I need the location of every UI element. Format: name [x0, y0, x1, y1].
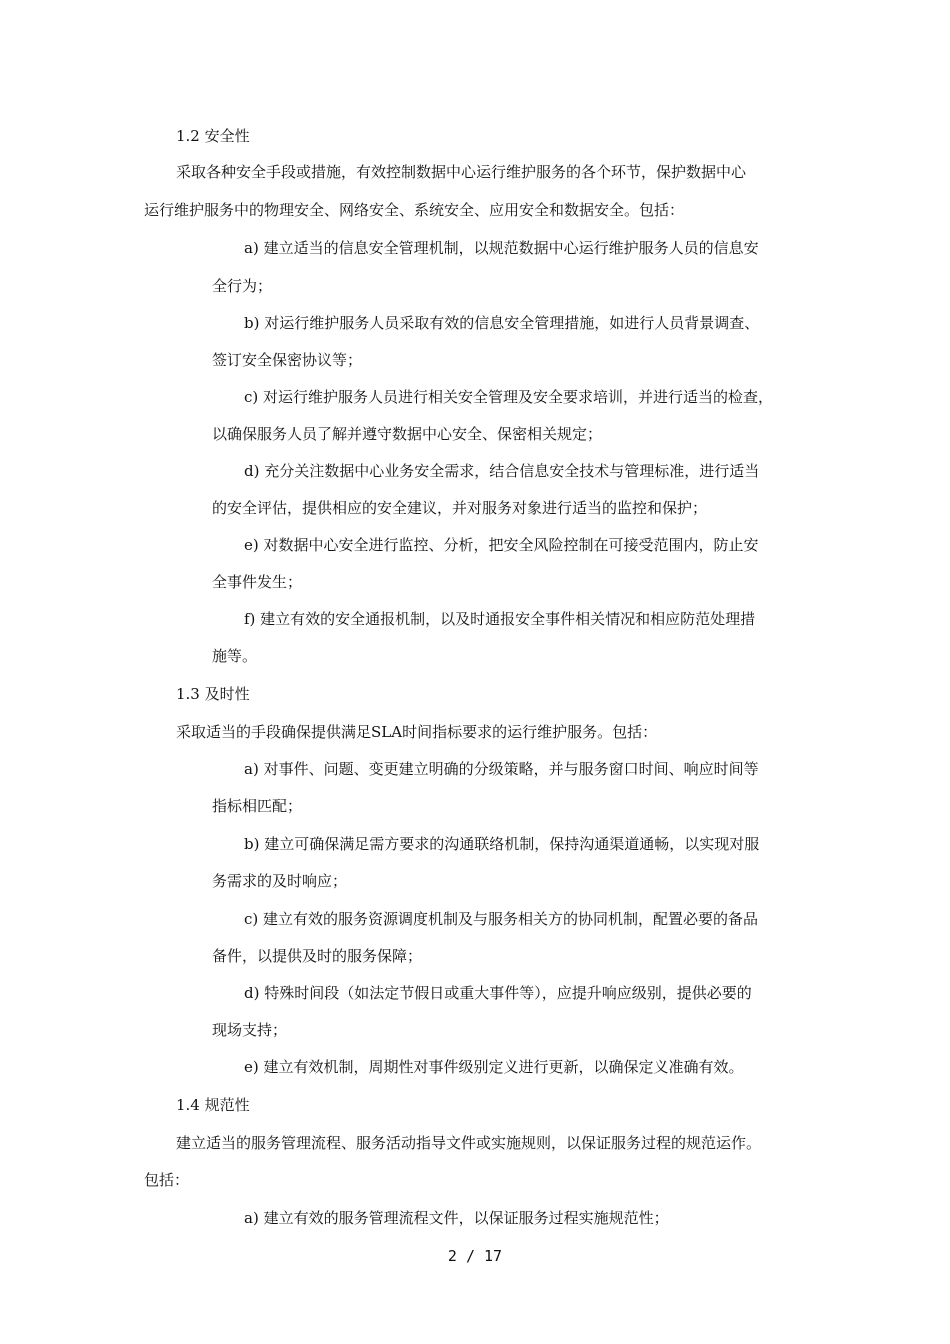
paragraph-line: 建立适当的服务管理流程、服务活动指导文件或实施规则，以保证服务过程的规范运作。 — [176, 1134, 762, 1152]
list-item-line: 全行为； — [212, 277, 273, 295]
list-item-line: e) 对数据中心安全进行监控、分析，把安全风险控制在可接受范围内，防止安 — [244, 536, 759, 554]
list-item-line: 签订安全保密协议等； — [212, 351, 363, 369]
list-item-line: d) 充分关注数据中心业务安全需求，结合信息安全技术与管理标准，进行适当 — [244, 462, 760, 480]
paragraph-line: 采取适当的手段确保提供满足SLA时间指标要求的运行维护服务。包括： — [176, 723, 658, 741]
list-item-line: 全事件发生； — [212, 573, 303, 591]
list-item-line: a) 建立有效的服务管理流程文件，以保证服务过程实施规范性； — [244, 1209, 669, 1227]
list-item-line: f) 建立有效的安全通报机制，以及时通报安全事件相关情况和相应防范处理措 — [244, 610, 756, 628]
section-heading-security: 1.2 安全性 — [176, 127, 250, 145]
page-number: 2 / 17 — [447, 1247, 503, 1265]
paragraph-line: 运行维护服务中的物理安全、网络安全、系统安全、应用安全和数据安全。包括： — [144, 201, 685, 219]
paragraph-line: 采取各种安全手段或措施，有效控制数据中心运行维护服务的各个环节，保护数据中心 — [176, 163, 747, 181]
list-item-line: b) 对运行维护服务人员采取有效的信息安全管理措施，如进行人员背景调查、 — [244, 314, 760, 332]
list-item-line: a) 对事件、问题、变更建立明确的分级策略，并与服务窗口时间、响应时间等 — [244, 760, 759, 778]
list-item-line: 的安全评估，提供相应的安全建议，并对服务对象进行适当的监控和保护； — [212, 499, 708, 517]
list-item-line: d) 特殊时间段（如法定节假日或重大事件等），应提升响应级别，提供必要的 — [244, 984, 752, 1002]
list-item-line: c) 对运行维护服务人员进行相关安全管理及安全要求培训，并进行适当的检查， — [244, 388, 774, 406]
section-heading-standardization: 1.4 规范性 — [176, 1096, 250, 1114]
list-item-line: c) 建立有效的服务资源调度机制及与服务相关方的协同机制，配置必要的备品 — [244, 910, 759, 928]
list-item-line: 施等。 — [212, 647, 258, 665]
list-item-line: 务需求的及时响应； — [212, 872, 348, 890]
list-item-line: e) 建立有效机制，周期性对事件级别定义进行更新，以确保定义准确有效。 — [244, 1058, 744, 1076]
list-item-line: 现场支持； — [212, 1021, 288, 1039]
section-heading-timeliness: 1.3 及时性 — [176, 685, 250, 703]
list-item-line: 备件，以提供及时的服务保障； — [212, 947, 423, 965]
paragraph-line: 包括： — [144, 1171, 190, 1189]
list-item-line: b) 建立可确保满足需方要求的沟通联络机制，保持沟通渠道通畅，以实现对服 — [244, 835, 760, 853]
list-item-line: 指标相匹配； — [212, 797, 303, 815]
list-item-line: a) 建立适当的信息安全管理机制，以规范数据中心运行维护服务人员的信息安 — [244, 239, 759, 257]
list-item-line: 以确保服务人员了解并遵守数据中心安全、保密相关规定； — [212, 425, 603, 443]
